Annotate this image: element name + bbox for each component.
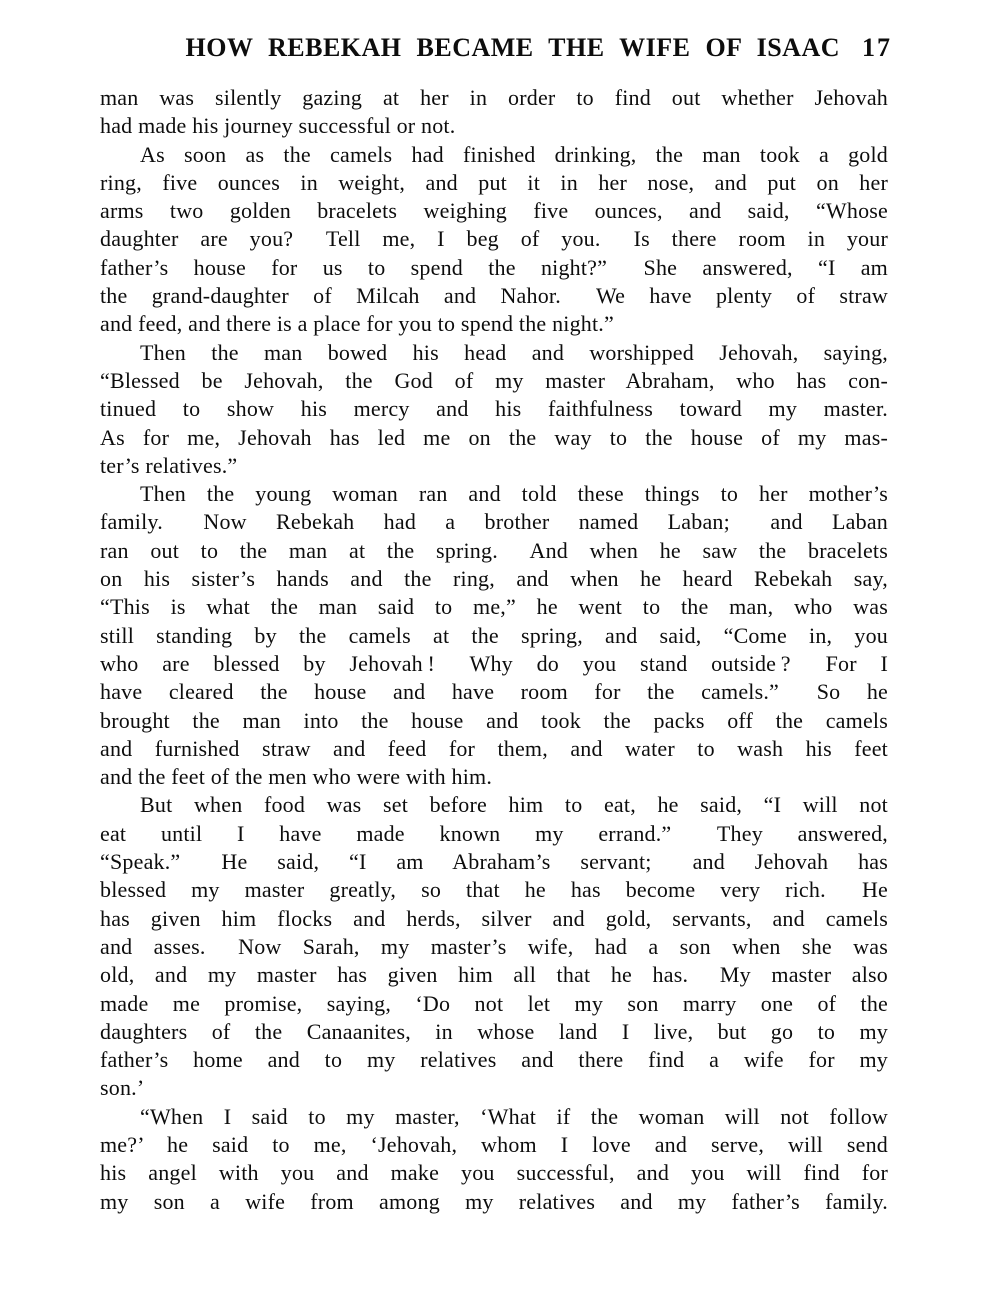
text-line: my son a wife from among my relatives and my father’s family. (100, 1188, 888, 1214)
text-line: daughter are you? Tell me, I beg of you. Is there room in your (100, 226, 888, 252)
text-line: and asses. Now Sarah, my master’s wife, had a son when she was (100, 933, 888, 959)
text-line: blessed my master greatly, so that he has become very rich. He (100, 877, 888, 903)
text-line: As for me, Jehovah has led me on the way to the house of my mas- (100, 424, 888, 450)
text-line: “Blessed be Jehovah, the God of my master Abraham, who has con- (100, 367, 888, 393)
text-line: me?’ he said to me, ‘Jehovah, whom I love and serve, will send (100, 1131, 888, 1157)
text-line: ter’s relatives.” (100, 452, 238, 478)
text-line: “This is what the man said to me,” he went to the man, who was (100, 594, 888, 620)
text-line: still standing by the camels at the spring, and said, “Come in, you (100, 622, 888, 648)
text-line: ran out to the man at the spring. And when he saw the bracelets (100, 537, 888, 563)
text-line: old, and my master has given him all that he has. My master also (100, 962, 888, 988)
text-line: eat until I have made known my errand.” They answered, (100, 820, 888, 846)
text-line: who are blessed by Jehovah ! Why do you stand outside ? For I (100, 650, 888, 676)
text-line: As soon as the camels had finished drinking, the man took a gold (140, 141, 888, 167)
text-line: and the feet of the men who were with him. (100, 764, 493, 790)
text-line: made me promise, saying, ‘Do not let my son marry one of the (100, 990, 888, 1016)
text-line: man was silently gazing at her in order to find out whether Jehovah (100, 85, 888, 110)
text-line: brought the man into the house and took the packs off the camels (100, 707, 888, 733)
text-line: But when food was set before him to eat, he said, “I will not (140, 792, 888, 818)
text-line: family. Now Rebekah had a brother named Laban; and Laban (100, 509, 888, 535)
text-line: had made his journey successful or not. (100, 113, 456, 139)
running-header (100, 34, 892, 62)
text-line: Then the man bowed his head and worshipped Jehovah, saying, (140, 339, 888, 365)
text-line: and feed, and there is a place for you to spend the night.” (100, 311, 614, 337)
text-line: daughters of the Canaanites, in whose land I live, but go to my (100, 1018, 888, 1044)
text-line: have cleared the house and have room for the camels.” So he (100, 679, 888, 705)
page-number: 17 (862, 33, 892, 62)
text-line: “Speak.” He said, “I am Abraham’s servant; and Jehovah has (100, 849, 888, 875)
text-line: “When I said to my master, ‘What if the woman will not follow (140, 1103, 888, 1129)
text-line: the grand-daughter of Milcah and Nahor. We have plenty of straw (100, 283, 888, 309)
text-line: on his sister’s hands and the ring, and when he heard Rebekah say, (100, 566, 888, 592)
page-title: HOW REBEKAH BECAME THE WIFE OF ISAAC (185, 33, 840, 62)
text-line: father’s house for us to spend the night?” She answered, “I am (100, 254, 888, 280)
text-line: has given him flocks and herds, silver and gold, servants, and camels (100, 905, 888, 931)
text-line: tinued to show his mercy and his faithfulness toward my master. (100, 396, 888, 422)
text-line: his angel with you and make you successful, and you will find for (100, 1160, 888, 1186)
text-line: ring, five ounces in weight, and put it in her nose, and put on her (100, 169, 888, 195)
text-body (100, 84, 888, 1216)
text-line: Then the young woman ran and told these things to her mother’s (140, 481, 888, 507)
text-line: father’s home and to my relatives and there find a wife for my (100, 1047, 888, 1073)
text-line: son.’ (100, 1075, 145, 1101)
text-line: and furnished straw and feed for them, and water to wash his feet (100, 735, 888, 761)
text-line: arms two golden bracelets weighing five ounces, and said, “Whose (100, 198, 888, 224)
